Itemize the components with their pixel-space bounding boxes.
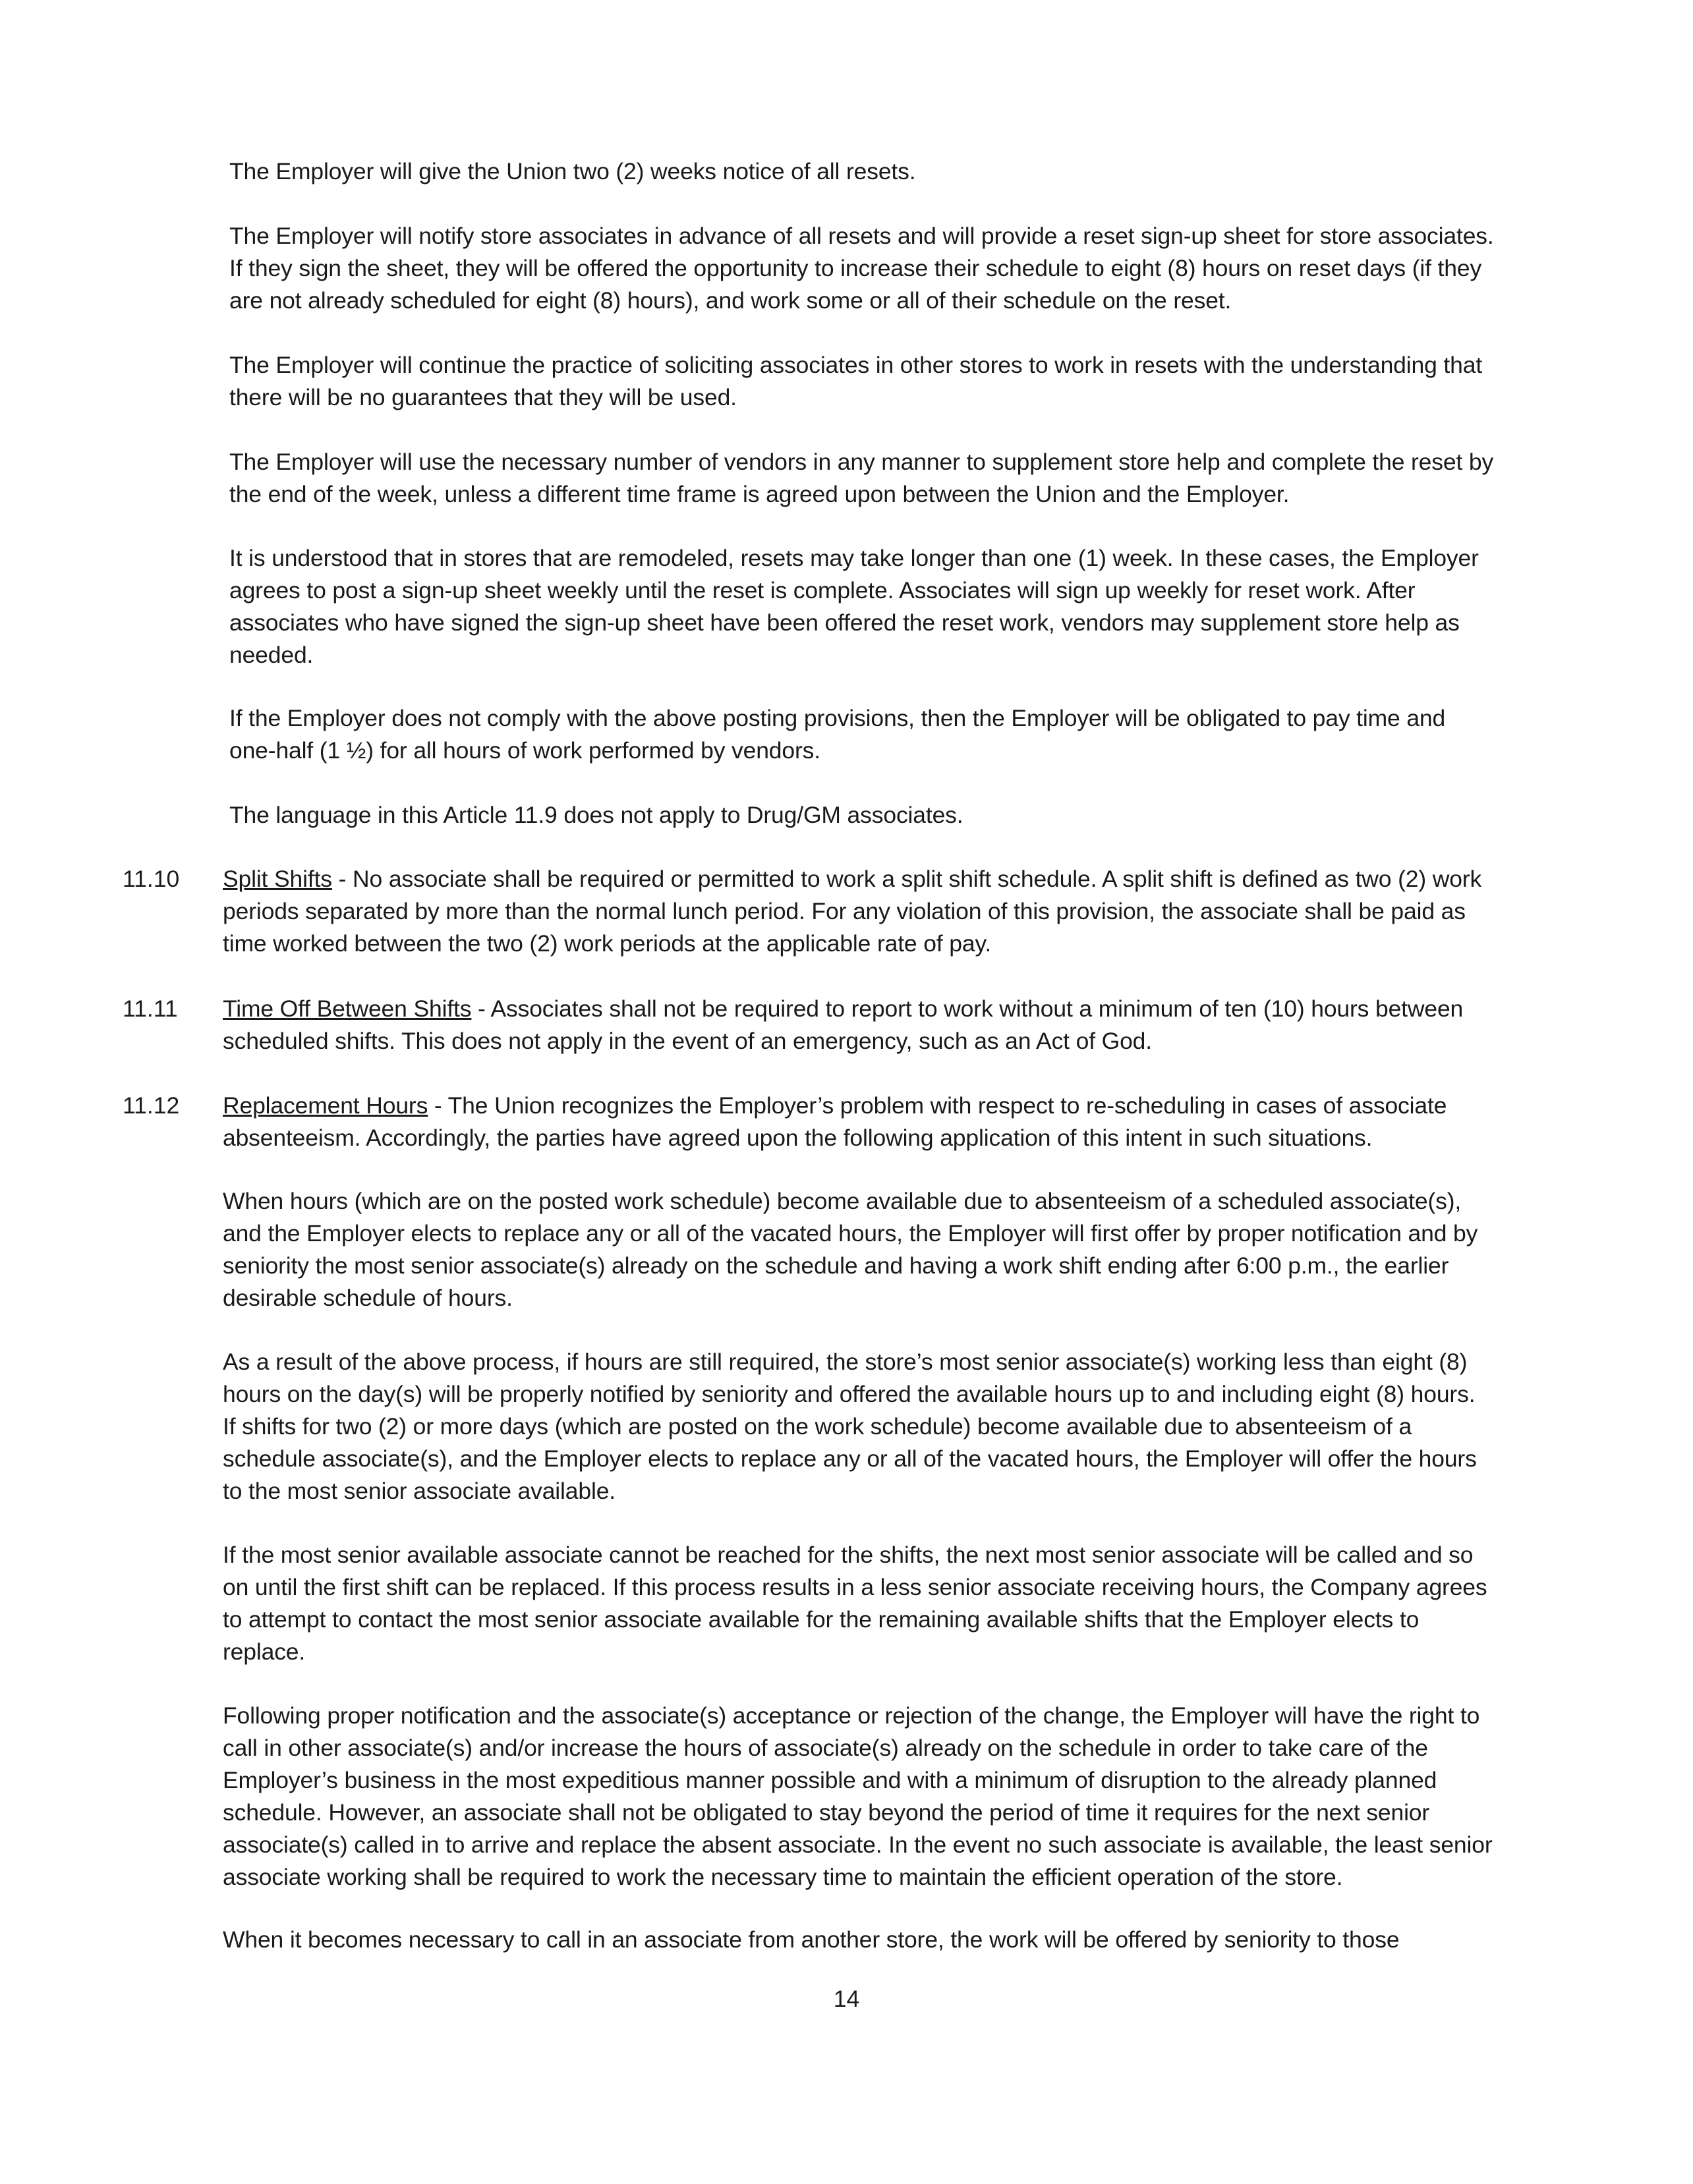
paragraph-vendors: The Employer will use the necessary number of vendors in any manner to supplement store help and complete the reset by the end of the week, unless a different time frame is agreed upon between the Union and the Employer. — [229, 449, 1494, 507]
section-number-11-10: 11.10 — [123, 866, 180, 892]
paragraph-hours-available: When hours (which are on the posted work schedule) become available due to absenteeism of a scheduled associate(s), and the Employer elects to replace any or all of the vacated hours, the Employer will first offer by proper notification and by seniority the most senior associate(s) already on the schedule and having a work shift ending after 6:00 p.m., the earlier desirable schedule of hours. — [223, 1188, 1478, 1311]
paragraph-reset-signup: The Employer will notify store associates in advance of all resets and will provide a reset sign-up sheet for store associates. If they sign the sheet, they will be offered the opportunity to increase their schedule to eight (8) hours on reset days (if they are not already scheduled for eight (8) hours), and work some or all of their schedule on the reset. — [229, 223, 1494, 314]
section-title-split-shifts: Split Shifts — [223, 866, 332, 892]
section-11-12-body — [223, 1090, 1567, 1154]
section-11-12-text: - The Union recognizes the Employer’s problem with respect to re-scheduling in cases of associate absenteeism. Accordingly, the parties have agreed upon the following application of this intent in such situations. — [223, 1092, 1447, 1151]
page-number: 14 — [833, 1986, 860, 2012]
paragraph-remodeled-stores: It is understood that in stores that are remodeled, resets may take longer than one (1) week. In these cases, the Employer agrees to post a sign-up sheet weekly until the reset is complete. Associates will sign up weekly for reset work. After associates who have signed the sign-up sheet have been offered the reset work, vendors may supplement store help as needed. — [229, 545, 1479, 668]
section-11-11-text: - Associates shall not be required to report to work without a minimum of ten (10) hours between scheduled shifts. This does not apply in the event of an emergency, such as an Act of God. — [223, 995, 1464, 1054]
section-11-11-body — [223, 993, 1567, 1057]
paragraph-posting-provisions: If the Employer does not comply with the above posting provisions, then the Employer will be obligated to pay time and one-half (1 ½) for all hours of work performed by vendors. — [229, 705, 1446, 764]
paragraph-above-process: As a result of the above process, if hours are still required, the store’s most senior associate(s) working less than eight (8) hours on the day(s) will be properly notified by seniority and offered the available hours up to and including eight (8) hours. If shifts for two (2) or more days (which are posted on the work schedule) become available due to absenteeism of a schedule associate(s), and the Employer elects to replace any or all of the vacated hours, the Employer will offer the hours to the most senior associate available. — [223, 1349, 1477, 1504]
section-number-11-11: 11.11 — [123, 995, 178, 1022]
section-11-10-body — [223, 863, 1567, 960]
paragraph-proper-notification: Following proper notification and the associate(s) acceptance or rejection of the change, the Employer will have the right to call in other associate(s) and/or increase the hours of associate(s) already on the schedule in order to take care of the Employer’s business in the most expeditious manner possible and with a minimum of disruption to the already planned schedule. However, an associate shall not be obligated to stay beyond the period of time it requires for the next senior associate(s) called in to arrive and replace the absent associate. In the event no such associate is available, the least senior associate working shall be required to work the necessary time to maintain the efficient operation of the store. — [223, 1702, 1493, 1890]
paragraph-soliciting-associates: The Employer will continue the practice of soliciting associates in other stores to work in resets with the understanding that there will be no guarantees that they will be used. — [229, 352, 1483, 410]
section-number-11-12: 11.12 — [123, 1092, 180, 1119]
section-11-10-text: - No associate shall be required or permitted to work a split shift schedule. A split shift is defined as two (2) work periods separated by more than the normal lunch period. For any violation of this provision, the associate shall be paid as time worked between the two (2) work periods at the applicable rate of pay. — [223, 866, 1482, 957]
paragraph-most-senior-unreachable: If the most senior available associate cannot be reached for the shifts, the next most senior associate will be called and so on until the first shift can be replaced. If this process results in a less senior associate receiving hours, the Company agrees to attempt to contact the most senior associate available for the remaining available shifts that the Employer elects to replace. — [223, 1542, 1487, 1665]
paragraph-another-store: When it becomes necessary to call in an associate from another store, the work will be offered by seniority to those — [223, 1926, 1400, 1953]
section-title-replacement-hours: Replacement Hours — [223, 1092, 428, 1119]
paragraph-drug-gm: The language in this Article 11.9 does not apply to Drug/GM associates. — [229, 802, 963, 828]
section-title-time-off-between-shifts: Time Off Between Shifts — [223, 995, 472, 1022]
paragraph-reset-notice-union: The Employer will give the Union two (2) weeks notice of all resets. — [229, 158, 916, 184]
